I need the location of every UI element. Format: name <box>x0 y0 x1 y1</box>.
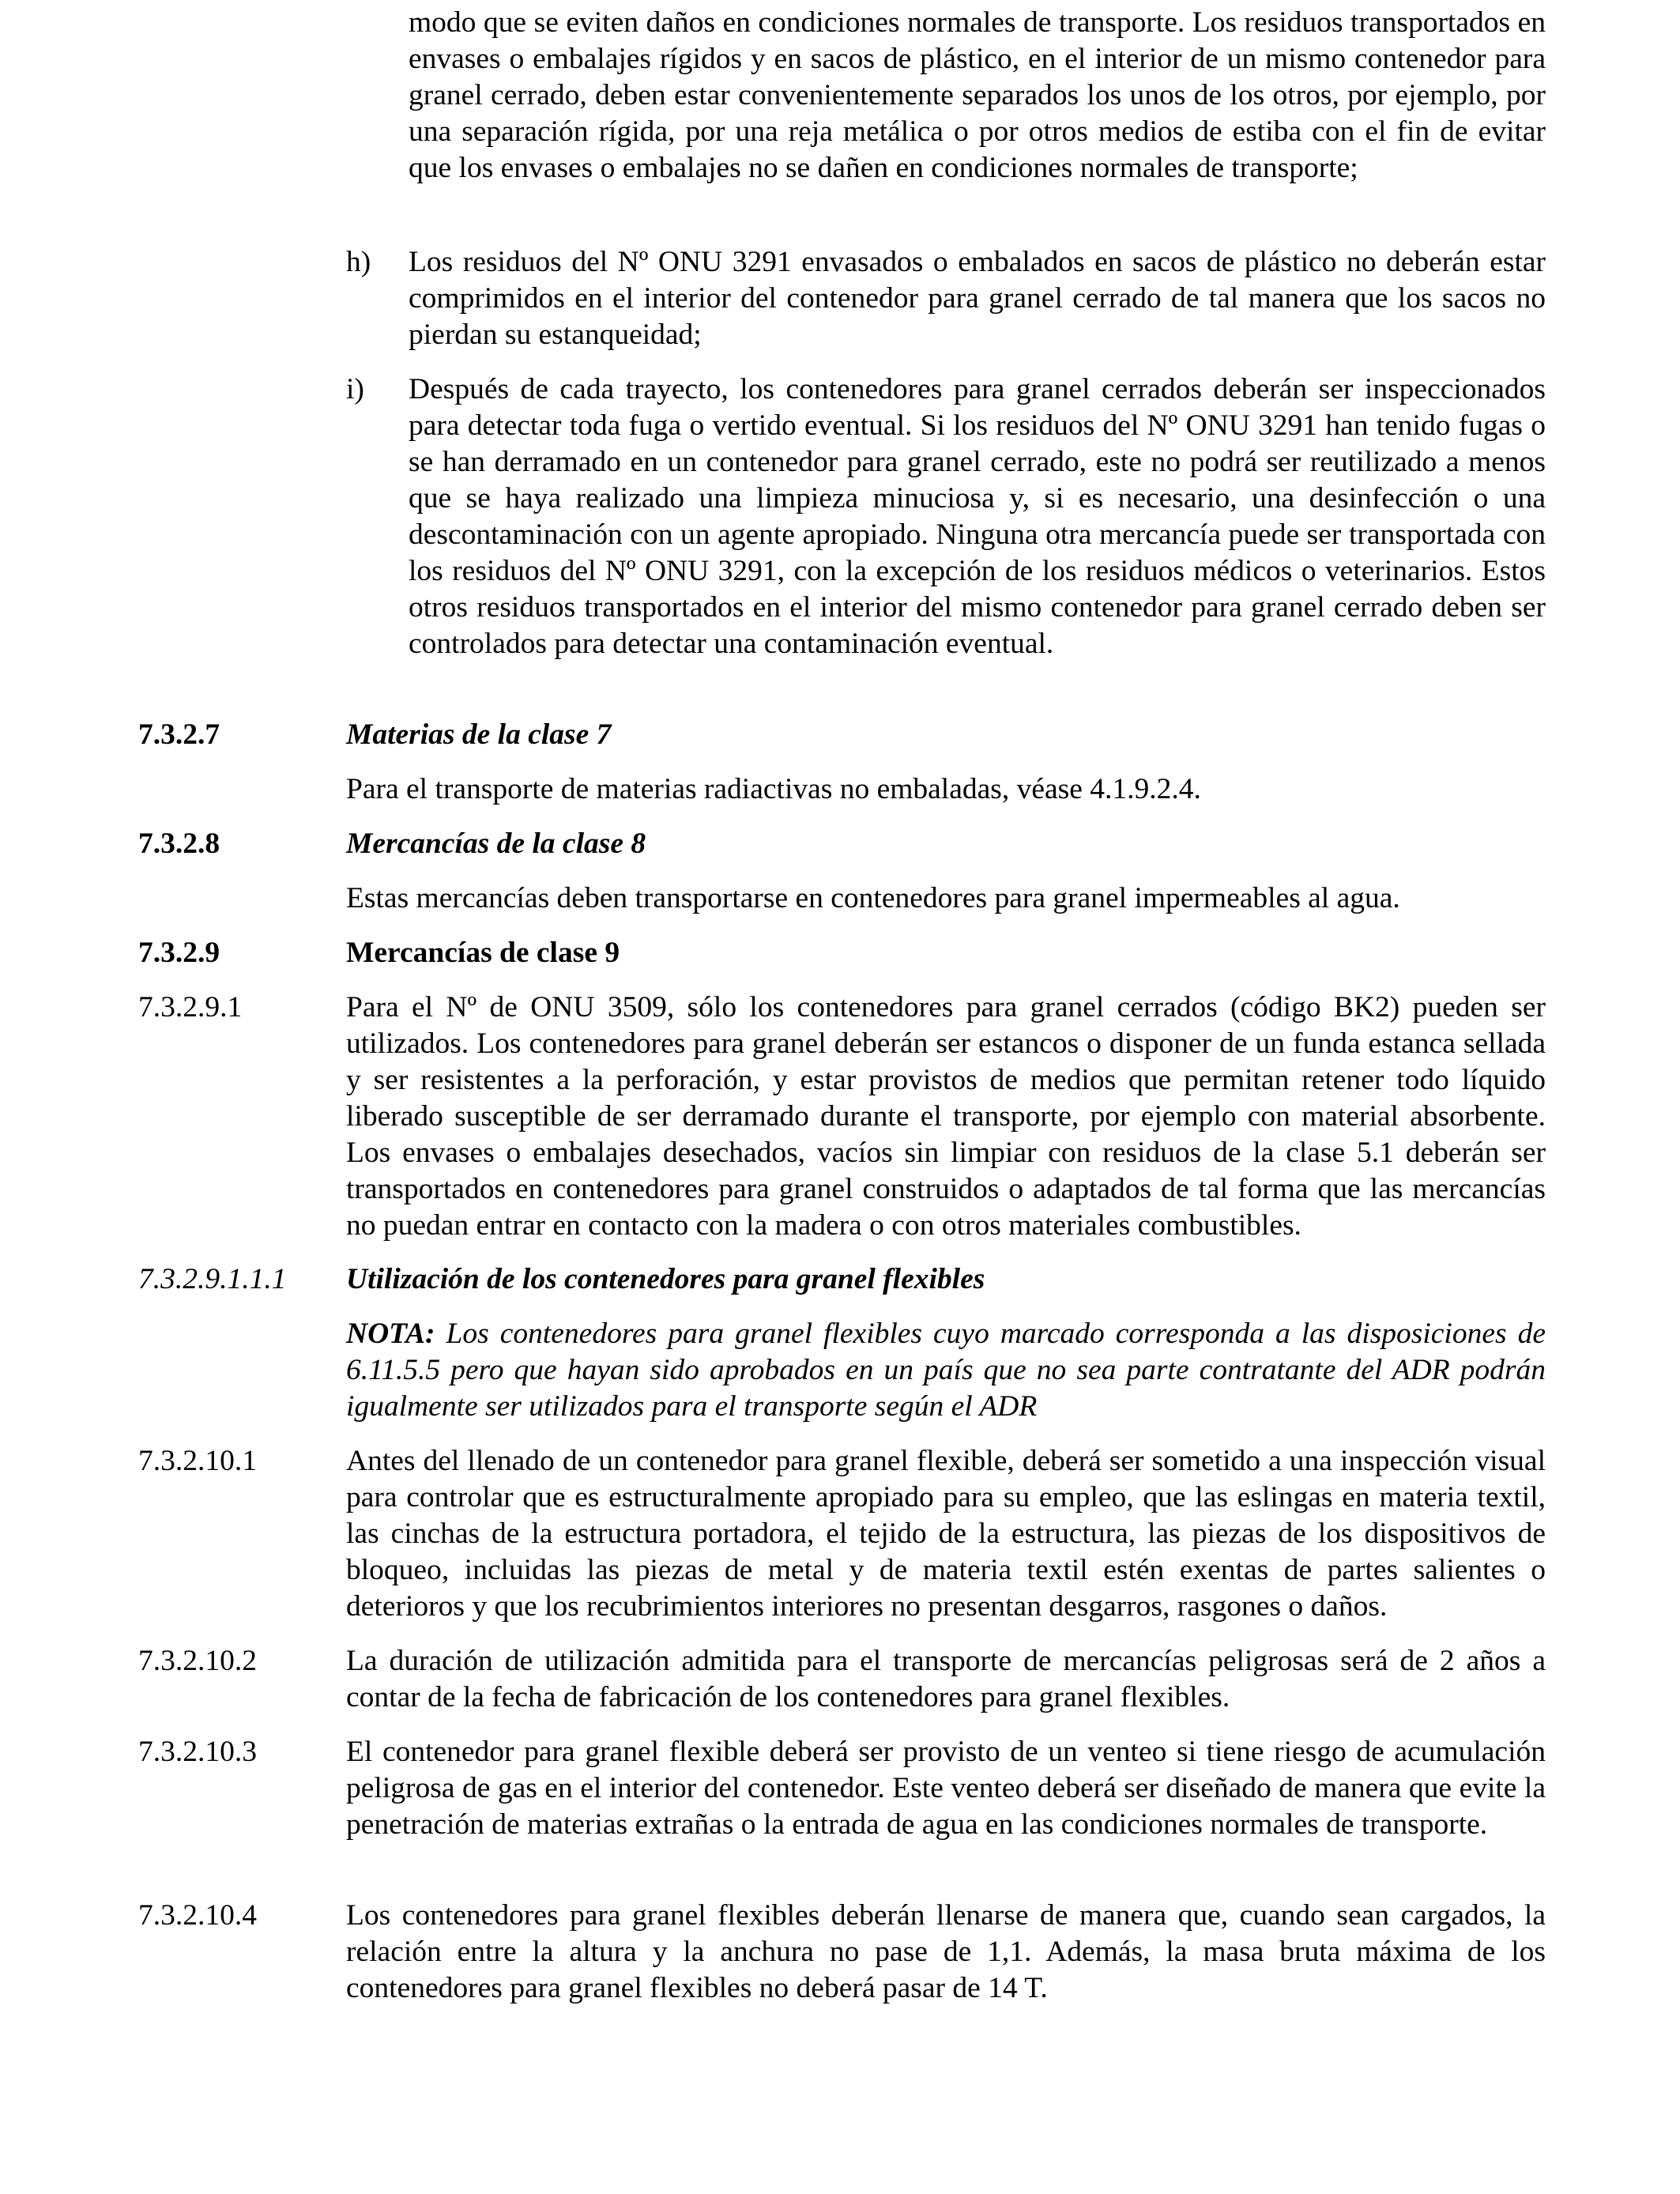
section-text-7327: Para el transporte de materias radiactivas no embaladas, véase 4.1.9.2.4. <box>346 773 1201 805</box>
section-number-732104: 7.3.2.10.4 <box>138 1899 257 1932</box>
section-title-7328: Mercancías de la clase 8 <box>346 827 646 860</box>
item-h-text: Los residuos del Nº ONU 3291 envasados o embalados en sacos de plástico no deberán estar comprimidos en el interior del contenedor para granel cerrado de tal manera que los sacos no pierdan su estanqueidad; <box>409 246 1546 351</box>
note-block <box>346 1316 1546 1425</box>
note-text: Los contenedores para granel flexibles cuyo marcado corresponda a las disposiciones de 6.11.5.5 pero que hayan sido aprobados en un país que no sea parte contratante del ADR podrán igualmente ser utilizados para el transporte según el ADR <box>346 1318 1546 1423</box>
section-text-732103: El contenedor para granel flexible deberá ser provisto de un venteo si tiene riesgo de acumulación peligrosa de gas en el interior del contenedor. Este venteo deberá ser diseñado de manera que evite la penetración de materias extrañas o la entrada de agua en las condiciones normales de transporte. <box>346 1736 1546 1841</box>
section-text-7328: Estas mercancías deben transportarse en contenedores para granel impermeables al agua. <box>346 882 1400 914</box>
section-text-73291: Para el Nº de ONU 3509, sólo los contenedores para granel cerrados (código BK2) pueden ser utilizados. Los contenedores para granel deberán ser estancos o disponer de un funda estanca sellada y ser resistentes a la perforación, y estar provistos de medios que permitan retener todo líquido liberado susceptible de ser derramado durante el transporte, por ejemplo con material absorbente. Los envases o embalajes desechados, vacíos sin limpiar con residuos de la clase 5.1 deberán ser transportados en contenedores para granel construidos o adaptados de tal forma que las mercancías no puedan entrar en contacto con la madera o con otros materiales combustibles. <box>346 991 1546 1242</box>
item-h-letter: h) <box>346 246 371 278</box>
section-text-732104: Los contenedores para granel flexibles deberán llenarse de manera que, cuando sean cargados, la relación entre la altura y la anchura no pase de 1,1. Además, la masa bruta máxima de los contenedores para granel flexibles no deberá pasar de 14 T. <box>346 1899 1546 2004</box>
section-title-73291111: Utilización de los contenedores para granel flexibles <box>346 1263 985 1295</box>
note-label: NOTA: <box>346 1318 435 1350</box>
item-i-letter: i) <box>346 373 364 405</box>
section-text-732101: Antes del llenado de un contenedor para granel flexible, deberá ser sometido a una inspección visual para controlar que es estructuralmente apropiado para su empleo, que las eslingas en materia textil, las cinchas de la estructura portadora, el tejido de la estructura, las piezas de los dispositivos de bloqueo, incluidas las piezas de metal y de materia textil estén exentas de partes salientes o deterioros y que los recubrimientos interiores no presentan desgarros, rasgones o daños. <box>346 1445 1546 1623</box>
section-number-73291111: 7.3.2.9.1.1.1 <box>138 1263 287 1295</box>
section-number-7329: 7.3.2.9 <box>138 937 220 969</box>
item-g-continuation: modo que se eviten daños en condiciones normales de transporte. Los residuos transportados en envases o embalajes rígidos y en sacos de plástico, en el interior de un mismo contenedor para granel cerrado, deben estar convenientemente separados los unos de los otros, por ejemplo, por una separación rígida, por una reja metálica o por otros medios de estiba con el fin de evitar que los envases o embalajes no se dañen en condiciones normales de transporte; <box>409 6 1546 184</box>
section-number-732102: 7.3.2.10.2 <box>138 1645 257 1677</box>
section-number-7327: 7.3.2.7 <box>138 718 220 751</box>
section-number-7328: 7.3.2.8 <box>138 827 220 860</box>
section-title-7329: Mercancías de clase 9 <box>346 937 620 969</box>
section-text-732102: La duración de utilización admitida para el transporte de mercancías peligrosas será de 2 años a contar de la fecha de fabricación de los contenedores para granel flexibles. <box>346 1645 1546 1713</box>
section-number-732103: 7.3.2.10.3 <box>138 1736 257 1768</box>
item-i-text: Después de cada trayecto, los contenedores para granel cerrados deberán ser inspeccionados para detectar toda fuga o vertido eventual. Si los residuos del Nº ONU 3291 han tenido fugas o se han derramado en un contenedor para granel cerrado, este no podrá ser reutilizado a menos que se haya realizado una limpieza minuciosa y, si es necesario, una desinfección o una descontaminación con un agente apropiado. Ninguna otra mercancía puede ser transportada con los residuos del Nº ONU 3291, con la excepción de los residuos médicos o veterinarios. Estos otros residuos transportados en el interior del mismo contenedor para granel cerrado deben ser controlados para detectar una contaminación eventual. <box>409 373 1546 660</box>
section-number-73291: 7.3.2.9.1 <box>138 991 243 1023</box>
section-title-7327: Materias de la clase 7 <box>346 718 612 751</box>
section-number-732101: 7.3.2.10.1 <box>138 1445 257 1477</box>
